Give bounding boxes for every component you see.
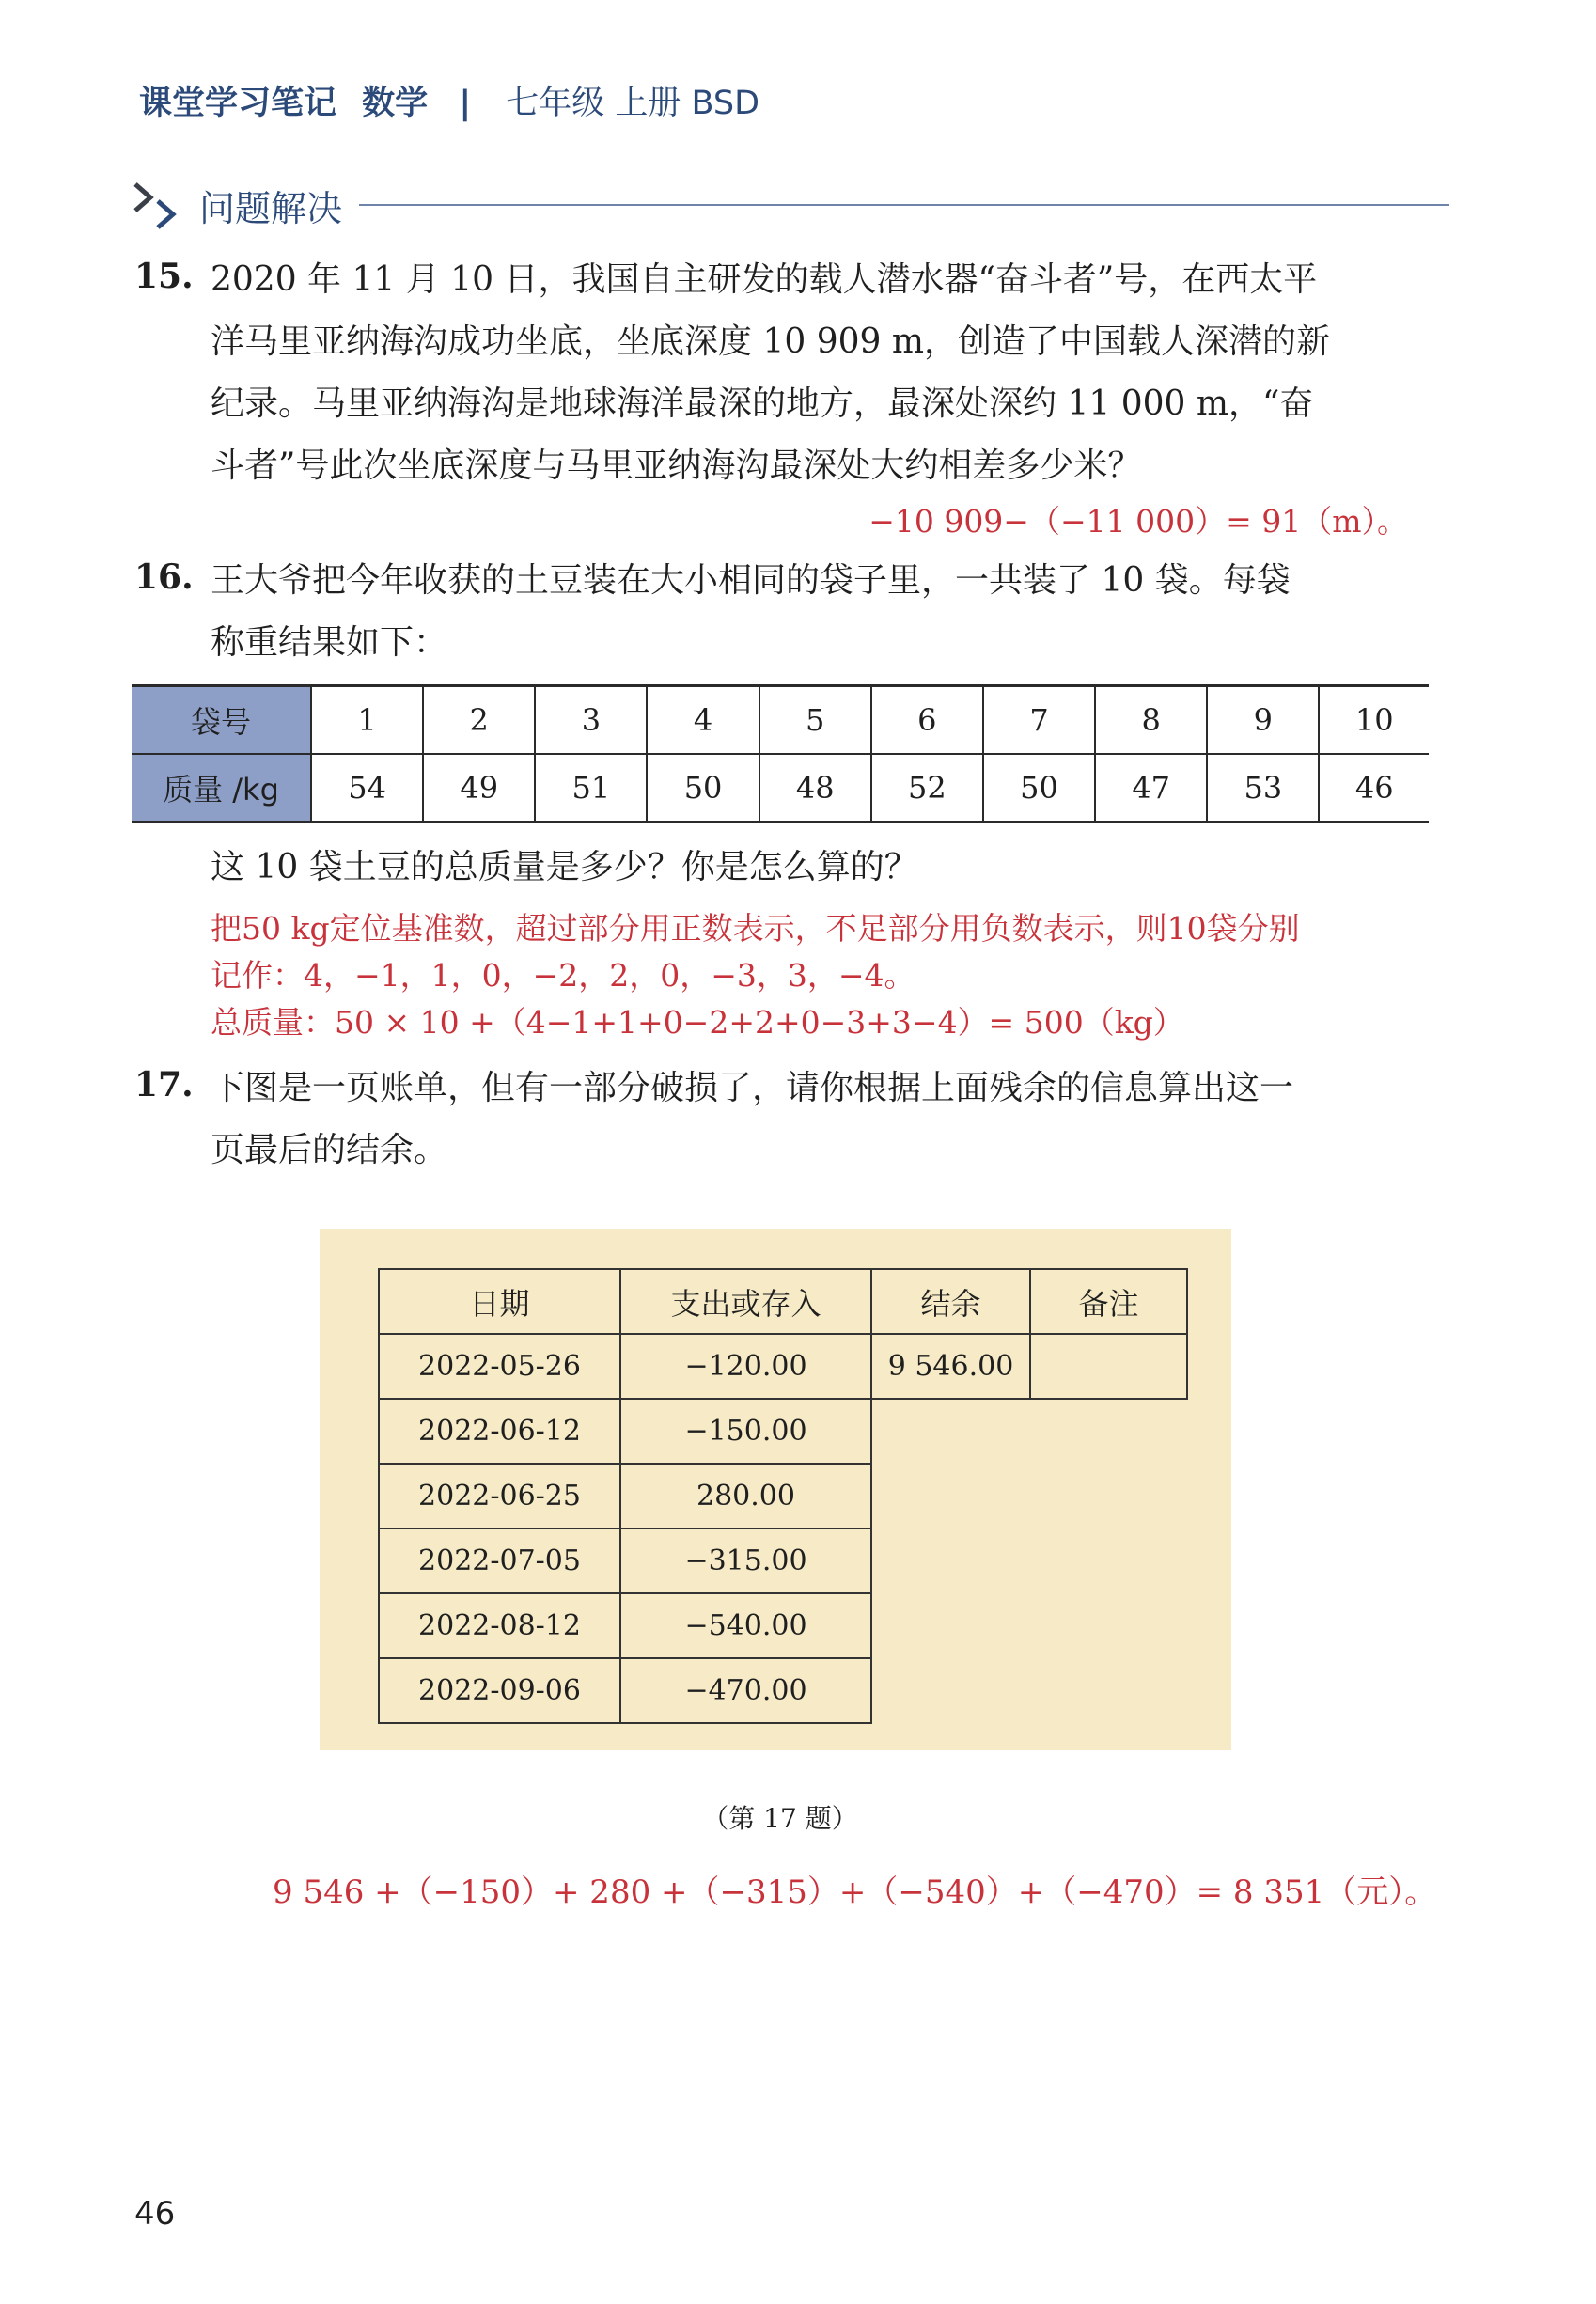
bag-mass: 48 xyxy=(759,754,871,823)
question-15-answer: −10 909−（−11 000）= 91（m）。 xyxy=(868,503,1408,540)
q15-line: 洋马里亚纳海沟成功坐底，坐底深度 10 909 m，创造了中国载人深潜的新 xyxy=(211,322,1330,361)
section-heading xyxy=(132,177,1449,233)
question-16-prompt: 这 10 袋土豆的总质量是多少？你是怎么算的？ xyxy=(211,848,918,886)
bag-mass: 47 xyxy=(1095,754,1207,823)
ledger-balance: 9 546.00 xyxy=(871,1334,1030,1399)
bag-mass: 51 xyxy=(535,754,647,823)
figure-caption: （第 17 题） xyxy=(702,1803,858,1834)
q17-line: 下图是一页账单，但有一部分破损了，请你根据上面残余的信息算出这一 xyxy=(211,1069,1294,1107)
q16-line: 王大爷把今年收获的土豆装在大小相同的袋子里，一共装了 10 袋。每袋 xyxy=(211,561,1291,600)
bag-number: 10 xyxy=(1319,686,1429,755)
question-16-answer xyxy=(211,905,1461,1046)
bag-number: 9 xyxy=(1207,686,1319,755)
question-15-number: 15. xyxy=(134,257,194,296)
section-rule xyxy=(359,204,1449,206)
bag-mass: 52 xyxy=(871,754,983,823)
ledger-amount: −540.00 xyxy=(620,1593,871,1658)
bag-number: 8 xyxy=(1095,686,1207,755)
bag-number: 3 xyxy=(535,686,647,755)
bag-mass: 49 xyxy=(423,754,535,823)
bag-number: 5 xyxy=(759,686,871,755)
table-row xyxy=(379,1269,1187,1334)
table-row xyxy=(132,754,1429,823)
col-header-balance: 结余 xyxy=(871,1269,1030,1334)
grade-label: 七年级 上册 BSD xyxy=(506,85,760,122)
q16-answer-line: 把50 kg定位基准数，超过部分用正数表示，不足部分用负数表示，则10袋分别 xyxy=(211,910,1300,947)
bag-number: 2 xyxy=(423,686,535,755)
q15-line: 2020 年 11 月 10 日，我国自主研发的载人潜水器“奋斗者”号，在西太平 xyxy=(211,260,1318,299)
subject-title: 数学 xyxy=(362,85,429,122)
running-header xyxy=(139,77,759,124)
q16-answer-line: 总质量：50 × 10 +（4−1+1+0−2+2+0−3+3−4）= 500（kg） xyxy=(211,1004,1184,1041)
ledger-amount: −470.00 xyxy=(620,1658,871,1723)
question-17-answer: 9 546 +（−150）+ 280 +（−315）+（−540）+（−470）= 8 351（元）。 xyxy=(273,1873,1437,1911)
ledger-date: 2022-08-12 xyxy=(379,1593,620,1658)
ledger-amount: −120.00 xyxy=(620,1334,871,1399)
col-header-date: 日期 xyxy=(379,1269,620,1334)
bag-mass: 50 xyxy=(647,754,759,823)
double-chevron-icon xyxy=(132,177,190,233)
section-title: 问题解决 xyxy=(199,187,343,229)
ledger-amount: −150.00 xyxy=(620,1399,871,1464)
bag-mass: 50 xyxy=(983,754,1095,823)
table-row xyxy=(132,686,1429,755)
question-16-number: 16. xyxy=(134,557,194,597)
ledger-amount: −315.00 xyxy=(620,1528,871,1593)
ledger-date: 2022-09-06 xyxy=(379,1658,620,1723)
question-17-text xyxy=(211,1058,1432,1182)
col-header-amount: 支出或存入 xyxy=(620,1269,871,1334)
ledger-note xyxy=(1030,1334,1187,1399)
q15-line: 斗者”号此次坐底深度与马里亚纳海沟最深处大约相差多少米？ xyxy=(211,447,1142,485)
ledger-date: 2022-06-12 xyxy=(379,1399,620,1464)
table-row xyxy=(379,1464,1187,1528)
table-row xyxy=(379,1334,1187,1399)
potato-weight-table xyxy=(132,684,1429,823)
row-header-mass: 质量 /kg xyxy=(132,754,311,823)
question-16-text xyxy=(211,550,1432,674)
ledger xyxy=(378,1268,1188,1724)
question-17-number: 17. xyxy=(134,1065,194,1105)
ledger-date: 2022-06-25 xyxy=(379,1464,620,1528)
table-row xyxy=(379,1528,1187,1593)
q15-line: 纪录。马里亚纳海沟是地球海洋最深的地方，最深处深约 11 000 m，“奋 xyxy=(211,384,1314,423)
table-row xyxy=(379,1593,1187,1658)
question-15-text xyxy=(211,249,1432,497)
ledger-table xyxy=(378,1268,1188,1724)
col-header-note: 备注 xyxy=(1030,1269,1187,1334)
bag-mass: 54 xyxy=(311,754,423,823)
bag-number: 1 xyxy=(311,686,423,755)
q17-line: 页最后的结余。 xyxy=(211,1131,448,1169)
book-title: 课堂学习笔记 xyxy=(139,85,337,122)
table-row xyxy=(379,1658,1187,1723)
ledger-date: 2022-07-05 xyxy=(379,1528,620,1593)
q16-line: 称重结果如下： xyxy=(211,623,448,662)
q16-answer-line: 记作：4，−1，1，0，−2，2，0，−3，3，−4。 xyxy=(211,957,915,994)
ledger-amount: 280.00 xyxy=(620,1464,871,1528)
row-header-bag: 袋号 xyxy=(132,686,311,755)
bag-number: 7 xyxy=(983,686,1095,755)
bag-mass: 53 xyxy=(1207,754,1319,823)
bag-number: 6 xyxy=(871,686,983,755)
page-number: 46 xyxy=(134,2195,176,2233)
table-row xyxy=(379,1399,1187,1464)
bag-number: 4 xyxy=(647,686,759,755)
ledger-date: 2022-05-26 xyxy=(379,1334,620,1399)
header-separator: | xyxy=(459,85,472,122)
bag-mass: 46 xyxy=(1319,754,1429,823)
